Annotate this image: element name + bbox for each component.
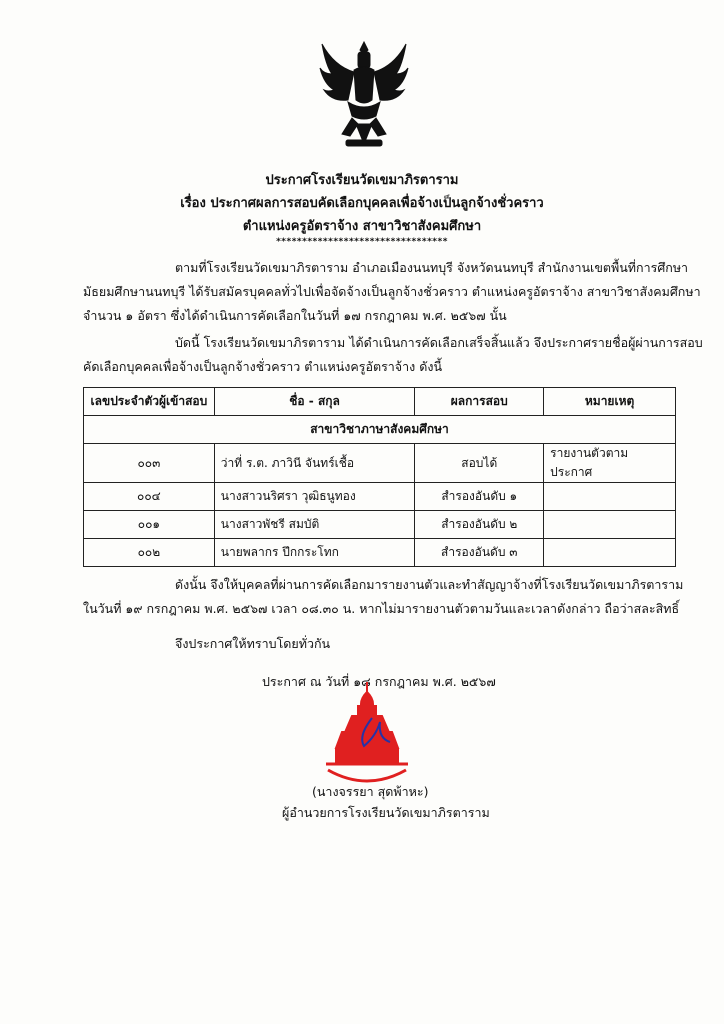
announcement-position: ตำแหน่งครูอัตราจ้าง สาขาวิชาสังคมศึกษา bbox=[242, 219, 482, 234]
announcement-subject: เรื่อง ประกาศผลการสอบคัดเลือกบุคคลเพื่อจ้างเป็นลูกจ้างชั่วคราว bbox=[180, 196, 544, 211]
candidate-id: ๐๐๑ bbox=[84, 511, 215, 539]
remark bbox=[544, 511, 676, 539]
paragraph-1-line-2: มัธยมศึกษานนทบุรี ได้รับสมัครบุคคลทั่วไปเพื่อจัดจ้างเป็นลูกจ้างชั่วคราว ตำแหน่งครูอัตราจ้าง สาขาวิชาสังคมศึกษา bbox=[83, 284, 701, 299]
paragraph-2-line-2: คัดเลือกบุคคลเพื่อจ้างเป็นลูกจ้างชั่วคราว ตำแหน่งครูอัตราจ้าง ดังนี้ bbox=[83, 359, 442, 374]
results-table bbox=[83, 387, 676, 567]
exam-result: สอบได้ bbox=[415, 444, 544, 483]
announcement-date: ประกาศ ณ วันที่ ๑๘ กรกฎาคม พ.ศ. ๒๕๖๗ bbox=[262, 674, 496, 689]
paragraph-3-line-1: ดังนั้น จึงให้บุคคลที่ผ่านการคัดเลือกมารายงานตัวและทำสัญญาจ้างที่โรงเรียนวัดเขมาภิรตาราม bbox=[175, 577, 684, 592]
header-full-name: ชื่อ - สกุล bbox=[214, 388, 415, 416]
remark: รายงานตัวตามประกาศ bbox=[544, 444, 676, 483]
table-row bbox=[84, 511, 676, 539]
candidate-id: ๐๐๔ bbox=[84, 483, 215, 511]
group-subject-label: สาขาวิชาภาษาสังคมศึกษา bbox=[84, 416, 676, 444]
announcement-title: ประกาศโรงเรียนวัดเขมาภิรตาราม bbox=[265, 173, 459, 188]
header-remark: หมายเหตุ bbox=[544, 388, 676, 416]
exam-result: สำรองอันดับ ๓ bbox=[415, 539, 544, 567]
table-row bbox=[84, 483, 676, 511]
table-header-row bbox=[84, 388, 676, 416]
remark bbox=[544, 483, 676, 511]
group-row bbox=[84, 416, 676, 444]
paragraph-2-line-1: บัดนี้ โรงเรียนวัดเขมาภิรตาราม ได้ดำเนินการคัดเลือกเสร็จสิ้นแล้ว จึงประกาศรายชื่อผู้ผ่านการสอบ bbox=[175, 335, 703, 350]
signer-title: ผู้อำนวยการโรงเรียนวัดเขมาภิรตาราม bbox=[282, 805, 490, 820]
candidate-name: นางสาวพัชรี สมบัติ bbox=[214, 511, 415, 539]
header-result: ผลการสอบ bbox=[415, 388, 544, 416]
school-seal-icon bbox=[320, 678, 414, 794]
table-row bbox=[84, 444, 676, 483]
paragraph-1-line-3: จำนวน ๑ อัตรา ซึ่งได้ดำเนินการคัดเลือกในวันที่ ๑๗ กรกฎาคม พ.ศ. ๒๕๖๗ นั้น bbox=[83, 308, 507, 323]
exam-result: สำรองอันดับ ๑ bbox=[415, 483, 544, 511]
candidate-id: ๐๐๒ bbox=[84, 539, 215, 567]
closing-notice: จึงประกาศให้ทราบโดยทั่วกัน bbox=[175, 636, 331, 651]
candidate-name: นางสาวนริศรา วุฒิธนูทอง bbox=[214, 483, 415, 511]
candidate-name: ว่าที่ ร.ต. ภาวินี จันทร์เชื้อ bbox=[214, 444, 415, 483]
remark bbox=[544, 539, 676, 567]
exam-result: สำรองอันดับ ๒ bbox=[415, 511, 544, 539]
star-divider: ********************************* bbox=[276, 237, 448, 247]
candidate-name: นายพลากร ปึกกระโทก bbox=[214, 539, 415, 567]
table-row bbox=[84, 539, 676, 567]
paragraph-1-line-1: ตามที่โรงเรียนวัดเขมาภิรตาราม อำเภอเมืองนนทบุรี จังหวัดนนทบุรี สำนักงานเขตพื้นที่การศึกษา bbox=[175, 260, 689, 275]
signer-name: (นางจรรยา สุดพ้าหะ) bbox=[312, 784, 429, 799]
candidate-id: ๐๐๓ bbox=[84, 444, 215, 483]
paragraph-3-line-2: ในวันที่ ๑๙ กรกฎาคม พ.ศ. ๒๕๖๗ เวลา ๐๘.๓๐ น. หากไม่มารายงานตัวตามวันและเวลาดังกล่าว ถือว่าสละสิทธิ์ bbox=[83, 601, 680, 616]
header-candidate-id: เลขประจำตัวผู้เข้าสอบ bbox=[84, 388, 215, 416]
garuda-emblem-icon bbox=[318, 40, 410, 152]
